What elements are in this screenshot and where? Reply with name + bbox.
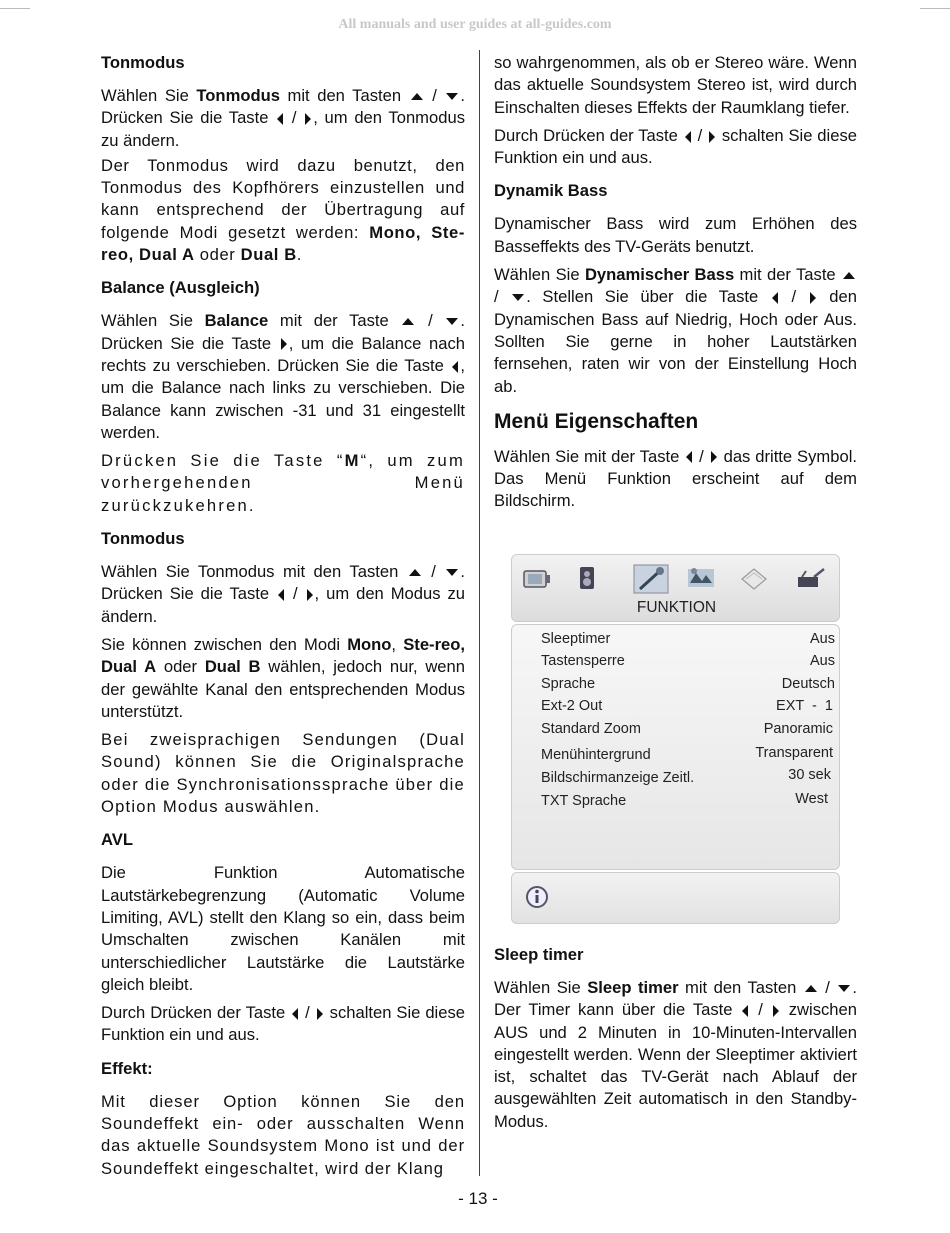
- menu-row-sleeptimer: [541, 631, 835, 647]
- crop-mark-right: [920, 8, 950, 9]
- right-arrow-icon: [281, 338, 287, 350]
- menu-row-value: West: [795, 791, 828, 807]
- menu-row-label: Bildschirmanzeige Zeitl.: [541, 770, 695, 786]
- down-arrow-icon: [446, 318, 458, 325]
- page-number: - 13 -: [458, 1189, 498, 1208]
- menu-row-label: TXT Sprache: [541, 793, 627, 809]
- paragraph: Durch Drücken der Taste / schalten Sie diese Funktion ein und aus.: [494, 125, 857, 168]
- column-divider: [479, 50, 480, 1176]
- heading-tonmodus: Tonmodus: [101, 529, 185, 549]
- right-arrow-icon: [317, 1008, 323, 1020]
- left-arrow-icon: [277, 113, 283, 125]
- paragraph: Wählen Sie Tonmodus mit den Tasten / . Drücken Sie die Taste / , um den Tonmodus zu ändern.: [101, 86, 466, 150]
- info-icon: [524, 884, 550, 910]
- left-column: [101, 52, 465, 1186]
- paragraph: Sie können zwischen den Modi Mono, Ste-reo, Dual A oder Dual B wählen, jedoch nur, wenn der gewählte Kanal den entsprechenden Modus unterstützt.: [101, 634, 465, 721]
- paragraph: Der Tonmodus wird dazu benutzt, den Tonmodus des Kopfhörers einzustellen und kann entsprechend der Übertragung auf folgende Modi gesetzt werden: Mono, Ste-reo, Dual A oder Dual B.: [101, 155, 465, 265]
- menu-row-value: Aus: [810, 631, 835, 647]
- left-arrow-icon: [742, 1005, 748, 1017]
- right-arrow-icon: [810, 292, 816, 304]
- up-arrow-icon: [411, 93, 423, 100]
- down-arrow-icon: [446, 93, 458, 100]
- menu-row-label: Sprache: [541, 676, 596, 692]
- left-arrow-icon: [772, 292, 778, 304]
- menu-row-value: EXT - 1: [776, 698, 833, 714]
- menu-row-standard-zoom: [541, 721, 833, 737]
- left-arrow-icon: [278, 589, 284, 601]
- menu-row-label: Standard Zoom: [541, 721, 641, 737]
- left-arrow-icon: [686, 451, 692, 463]
- menu-list: [511, 624, 840, 870]
- paragraph: Bei zweisprachigen Sendungen (Dual Sound) können Sie die Originalsprache oder die Synchronisationssprache über die Option Modus auswählen.: [101, 730, 465, 817]
- left-arrow-icon: [292, 1008, 298, 1020]
- sound-icon: [570, 565, 604, 591]
- left-arrow-icon: [452, 361, 458, 373]
- feature-icon: [632, 563, 670, 595]
- menu-row-value: Deutsch: [781, 676, 835, 692]
- down-arrow-icon: [446, 569, 458, 576]
- up-arrow-icon: [402, 318, 414, 325]
- watermark: All manuals and user guides at all-guides.com: [338, 17, 612, 32]
- right-arrow-icon: [709, 131, 715, 143]
- paragraph: Mit dieser Option können Sie den Soundeffekt ein- oder ausschalten Wenn das aktuelle Soundsystem Mono ist und der Soundeffekt eingeschaltet, wird der Klang: [101, 1091, 465, 1178]
- paragraph: Wählen Sie Sleep timer mit den Tasten / . Der Timer kann über die Taste / zwischen AUS und 2 Minuten in 10-Minuten-Intervallen eingestellt werden. Wenn der Sleeptimer aktiviert ist, schaltet das TV-Gerät nach Ablauf der ausgewählten Zeit automatisch in den Standby-Modus.: [494, 978, 857, 1131]
- source-icon: [736, 565, 770, 591]
- menu-row-label: Ext-2 Out: [541, 698, 603, 714]
- tv-setup-icon: [794, 565, 828, 591]
- right-column: [494, 52, 857, 519]
- paragraph: Die Funktion Automatische Lautstärkebegrenzung (Automatic Volume Limiting, AVL) stellt den Klang so ein, dass beim Umschalten zwischen Kanälen mit unterschiedlicher Lautstärke die Lautstärke gleich bleibt.: [101, 863, 465, 994]
- menu-info-bar: [511, 872, 840, 924]
- paragraph: Wählen Sie Dynamischer Bass mit der Taste / . Stellen Sie über die Taste / den Dynamischen Bass auf Niedrig, Hoch oder Aus. Sollten Sie gerne in hoher Lautstärken fernsehen, raten wir von der Einstellung Hoch ab.: [494, 265, 857, 396]
- menu-row-txt-sprache: [541, 793, 829, 809]
- picture-icon: [520, 565, 554, 591]
- menu-row-sprache: [541, 676, 835, 692]
- sleep-timer-section: [494, 944, 857, 1139]
- right-arrow-icon: [711, 451, 717, 463]
- menu-icon-bar: [511, 554, 840, 622]
- menu-row-value: Panoramic: [763, 721, 833, 737]
- paragraph: Wählen Sie Tonmodus mit den Tasten / . Drücken Sie die Taste / , um den Modus zu ändern.: [101, 562, 465, 626]
- right-arrow-icon: [305, 113, 311, 125]
- down-arrow-icon: [512, 294, 524, 301]
- paragraph: Dynamischer Bass wird zum Erhöhen des Basseffekts des TV-Geräts benutzt.: [494, 214, 857, 256]
- menu-row-label: Menühintergrund: [541, 747, 651, 763]
- right-arrow-icon: [773, 1005, 779, 1017]
- heading-effekt: Effekt:: [101, 1058, 153, 1078]
- up-arrow-icon: [409, 569, 421, 576]
- down-arrow-icon: [838, 985, 850, 992]
- right-arrow-icon: [307, 589, 313, 601]
- paragraph: Drücken Sie die Taste “M“, um zum vorhergehenden Menü zurückzukehren.: [101, 451, 466, 515]
- menu-row-value: 30 sek: [788, 767, 831, 783]
- paragraph: so wahrgenommen, als ob er Stereo wäre. Wenn das aktuelle Soundsystem Stereo ist, wird durch Einschalten dieses Effekts der Raumklang tiefer.: [494, 53, 857, 117]
- menu-row-label: Tastensperre: [541, 653, 625, 669]
- heading-avl: AVL: [101, 830, 133, 850]
- install-icon: [684, 565, 718, 591]
- paragraph: Wählen Sie mit der Taste / das dritte Symbol. Das Menü Funktion erscheint auf dem Bildschirm.: [494, 446, 857, 511]
- heading-sleep-timer: Sleep timer: [494, 945, 584, 964]
- paragraph: Durch Drücken der Taste / schalten Sie diese Funktion ein und aus.: [101, 1003, 465, 1045]
- menu-title: FUNKTION: [636, 599, 717, 616]
- menu-row-value: Aus: [810, 653, 835, 669]
- menu-row-menuehintergrund: [541, 745, 833, 763]
- crop-mark-left: [0, 8, 30, 9]
- menu-row-bildschirmanzeige: [541, 767, 831, 786]
- heading-balance: Balance (Ausgleich): [101, 278, 260, 298]
- menu-row-tastensperre: [541, 653, 835, 669]
- up-arrow-icon: [843, 272, 855, 279]
- paragraph: Wählen Sie Balance mit der Taste / . Drücken Sie die Taste , um die Balance nach rechts zu verschieben. Drücken Sie die Taste , um die Balance nach links zu verschieben. Die Balance kann zwischen -31 und 31 eingestellt werden.: [101, 311, 466, 442]
- funktion-menu-screenshot: [511, 554, 840, 926]
- heading-menu-eigenschaften: Menü Eigenschaften: [494, 409, 699, 433]
- menu-row-label: Sleeptimer: [541, 631, 611, 647]
- heading-dynamik-bass: Dynamik Bass: [494, 181, 608, 201]
- up-arrow-icon: [805, 985, 817, 992]
- menu-row-ext2-out: [541, 698, 833, 714]
- left-arrow-icon: [685, 131, 691, 143]
- heading-tonmodus: Tonmodus: [101, 53, 185, 72]
- menu-row-value: Transparent: [755, 745, 833, 761]
